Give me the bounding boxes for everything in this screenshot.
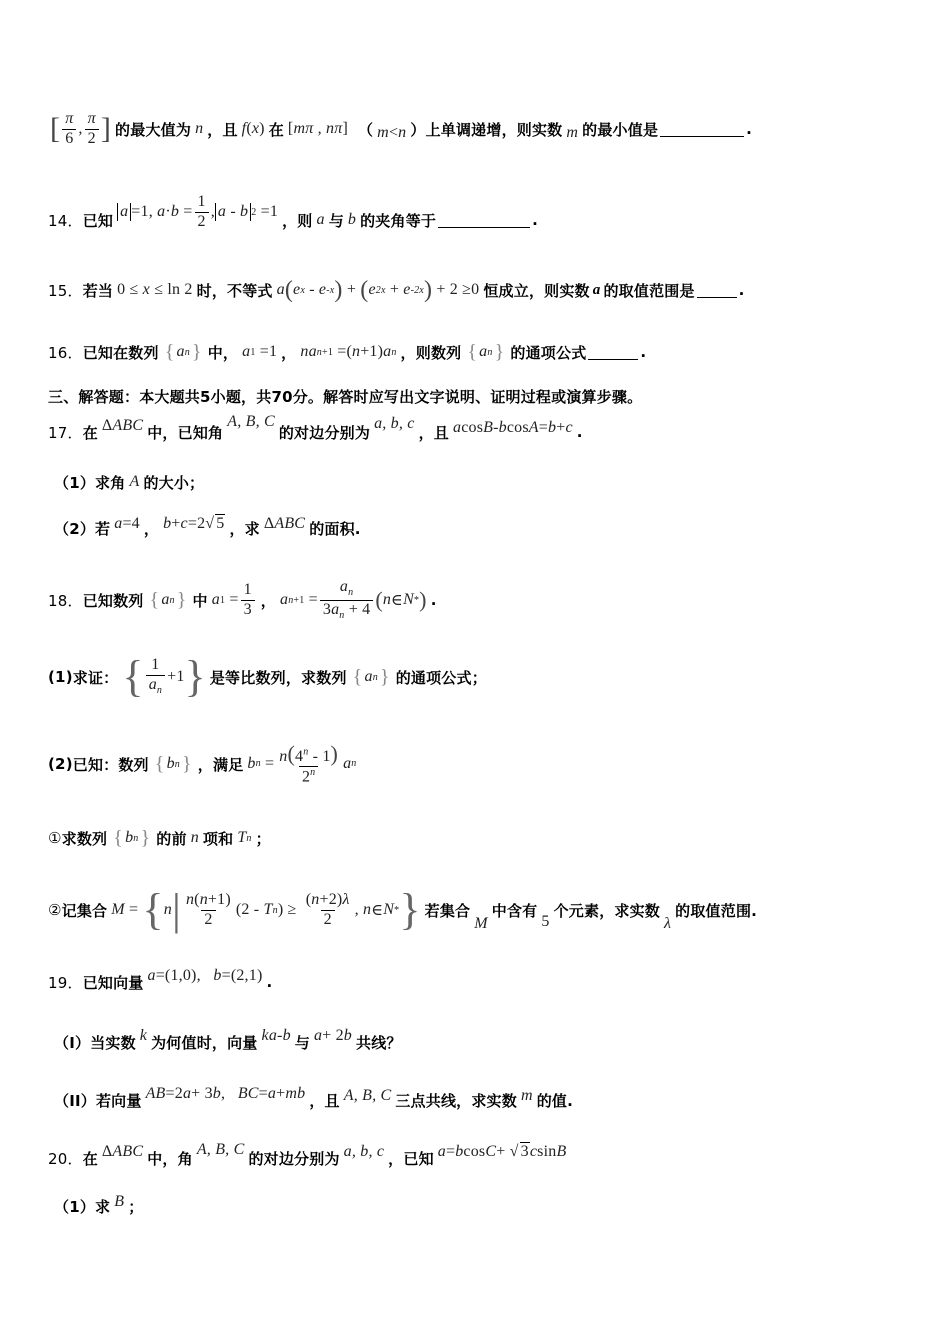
question-number: 16．: [48, 343, 83, 362]
q19-part-1: （I） 当实数 k 为何值时，向量 ka - b 与 a + 2 b 共线？: [54, 1027, 402, 1052]
question-number: 17．: [48, 423, 83, 442]
q18-part-2: (2) 已知：数列 { b n } ，满足 b n = $\frac{n(4^n - 1)}{2^n}$ a n: [48, 740, 357, 786]
question-15: 15． 若当 0 ≤ x ≤ ln 2 时，不等式 a ( e x - e -x ) + ( e 2x + e -2x ) + 2 ≥0 恒成立，则实数 a 的取值范围是 .: [48, 276, 745, 303]
math-interval-pi6-pi2: [ $\frac{\pi}{6}$ , $\frac{\pi}{2}$ ]: [50, 109, 112, 147]
question-14: 14． 已知 a =1, a · b = $\frac{1}{2}$ , a - b 2 =1 ，则 a 与 b 的夹角等于 .: [48, 192, 539, 230]
q18-part-1: (1) 求证： { $\frac{1}{a_n}$ +1 } 是等比数列，求数列 { a n } 的通项公式；: [48, 652, 487, 701]
q19-part-2: （II） 若向量 AB =2 a + 3 b , BC = a + mb ，且 A, B, C 三点共线，求实数 m 的值.: [54, 1085, 574, 1110]
question-number: 14．: [48, 211, 83, 230]
question-number: 19．: [48, 973, 83, 992]
question-19: 19． 已知向量 a =(1,0), b =(2,1) .: [48, 967, 273, 992]
q20-part-1: （1） 求 B ；: [54, 1193, 144, 1216]
question-17: 17． 在 Δ ABC 中，已知角 A, B, C 的对边分别为 a, b, c ，且 a cos B - b cos A = b + c .: [48, 413, 583, 442]
question-16: 16． 已知在数列 { a n } 中， a 1 =1 ， na n+1 =( n +1) a n ，则数列 { a n } 的通项公式 .: [48, 340, 647, 363]
question-20: 20． 在 Δ ABC 中，角 A, B, C 的对边分别为 a, b, c ，已知 a = b cos C + √ 3 c sin B: [48, 1141, 567, 1168]
question-number: 20．: [48, 1149, 83, 1168]
answer-blank[interactable]: [660, 122, 744, 137]
math-vector-conditions: a =1, a · b = $\frac{1}{2}$ , a - b 2 =1: [117, 194, 278, 231]
q17-part-2: （2） 若 a =4 ， b + c =2√ 5 ，求 Δ ABC 的面积.: [54, 515, 361, 538]
math-inequality: a ( e x - e -x ) + ( e 2x + e -2x ) + 2 ≥0: [276, 276, 480, 303]
section-3-heading: 三、解答题：本大题共5小题，共70分。解答时应写出文字说明、证明过程或演算步骤。: [48, 387, 643, 406]
q18-sub-2: ② 记集合 M = { n | $\frac{n(n+1)}{2}$ (2 - T n ) ≥ $\frac{(n+2)\lambda}{2}$ , n ∈ N * } 若集合 M 中含有 5 个元素，求实数 λ 的取值范围.: [48, 885, 758, 934]
q13-continuation: [ $\frac{\pi}{6}$ , $\frac{\pi}{2}$ ] 的最大值为 n ，且 f ( x ) 在 [ mπ , nπ ] （ m < n ）上单调递增，则实数 m 的最小值是 .: [50, 109, 753, 147]
question-number: 15．: [48, 281, 83, 300]
math-set-M: M = { n | $\frac{n(n+1)}{2}$ (2 - T n ) ≥ $\frac{(n+2)\lambda}{2}$ , n ∈ N * }: [111, 885, 421, 934]
answer-blank[interactable]: [438, 213, 530, 228]
q17-part-1: （1） 求角 A 的大小；: [54, 473, 205, 492]
question-18: 18． 已知数列 { a n } 中 a 1 = $\frac{1}{3}$ ， a n+1 = $\frac{a_n}{3a_n + 4}$ ( n ∈ N * ) .: [48, 577, 437, 621]
q18-sub-1: ① 求数列 { b n } 的前 n 项和 T n ；: [48, 826, 271, 849]
question-number: 18．: [48, 591, 83, 610]
answer-blank[interactable]: [697, 283, 737, 298]
answer-blank[interactable]: [588, 345, 638, 360]
